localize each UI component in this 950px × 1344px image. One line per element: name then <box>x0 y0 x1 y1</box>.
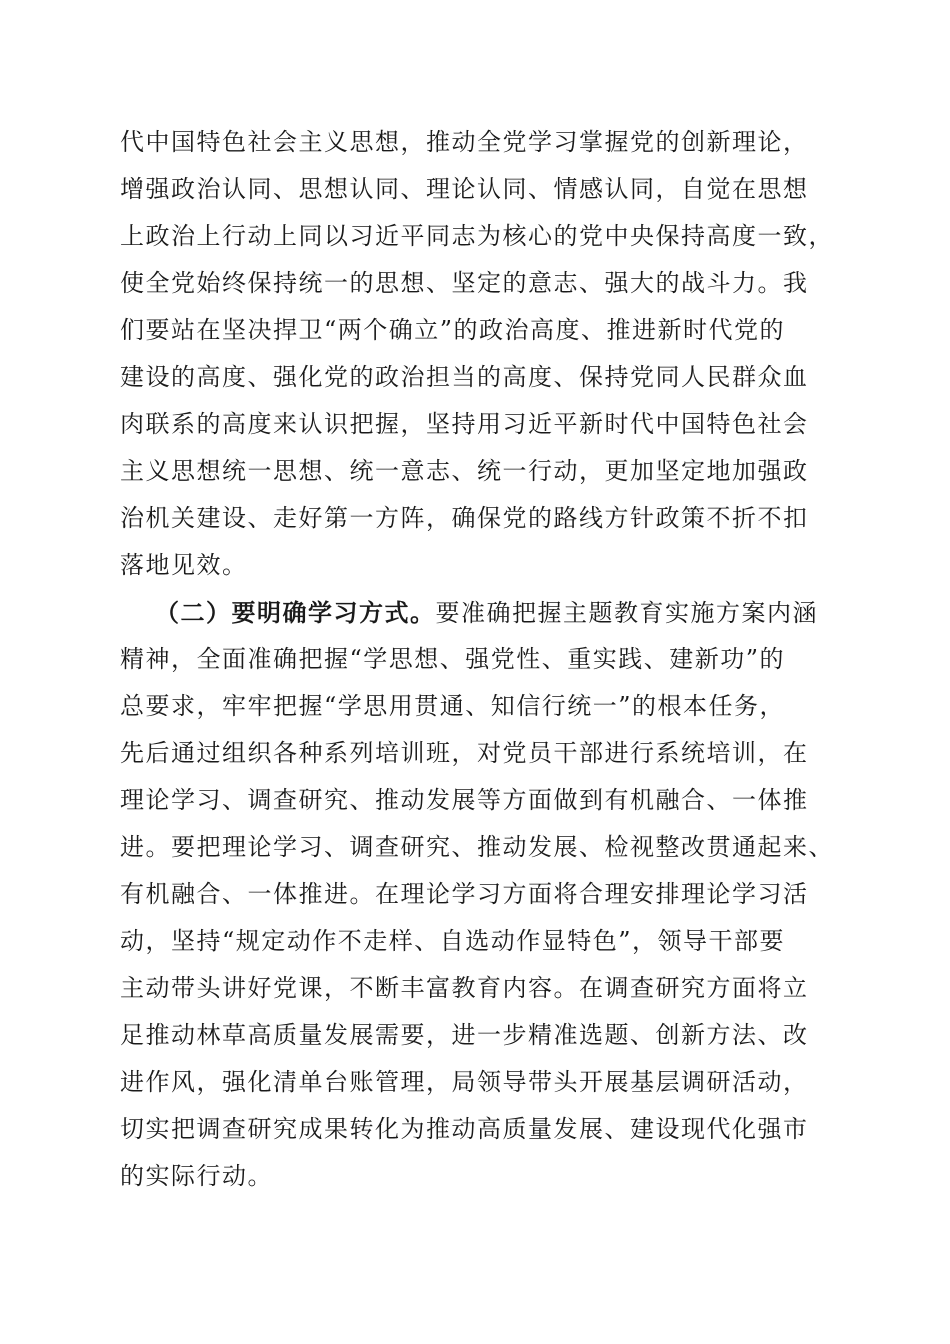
paragraph-1 <box>120 119 840 589</box>
text-line: 落地见效。 <box>120 551 248 579</box>
text-line: 的实际行动。 <box>120 1162 273 1190</box>
text-line: 肉联系的高度来认识把握，坚持用习近平新时代中国特色社会 <box>120 410 809 438</box>
text-line: 上政治上行动上同以习近平同志为核心的党中央保持高度一致， <box>120 222 834 250</box>
text-line: 足推动林草高质量发展需要，进一步精准选题、创新方法、改 <box>120 1021 809 1049</box>
text-line: 们要站在坚决捍卫“两个确立”的政治高度、推进新时代党的 <box>120 316 786 344</box>
text-line: 精神，全面准确把握“学思想、强党性、重实践、建新功”的 <box>120 645 786 673</box>
text-line: 代中国特色社会主义思想，推动全党学习掌握党的创新理论， <box>120 128 809 156</box>
text-line: 总要求，牢牢把握“学思用贯通、知信行统一”的根本任务， <box>120 692 786 720</box>
text-line: 动，坚持“规定动作不走样、自选动作显特色”，领导干部要 <box>120 927 786 955</box>
text-line-first <box>120 589 840 636</box>
text-line: 先后通过组织各种系列培训班，对党员干部进行系统培训，在 <box>120 739 809 767</box>
text-line: 增强政治认同、思想认同、理论认同、情感认同，自觉在思想 <box>120 175 809 203</box>
body-text <box>120 119 840 1200</box>
text-line: 主动带头讲好党课，不断丰富教育内容。在调查研究方面将立 <box>120 974 809 1002</box>
text-line: 进作风，强化清单台账管理，局领导带头开展基层调研活动， <box>120 1068 809 1096</box>
text-line: 切实把调查研究成果转化为推动高质量发展、建设现代化强市 <box>120 1115 809 1143</box>
text-line: 使全党始终保持统一的思想、坚定的意志、强大的战斗力。我 <box>120 269 809 297</box>
text-line: 有机融合、一体推进。在理论学习方面将合理安排理论学习活 <box>120 880 809 908</box>
text-line: 主义思想统一思想、统一意志、统一行动，更加坚定地加强政 <box>120 457 809 485</box>
heading-continuation: 要准确把握主题教育实施方案内涵 <box>435 599 818 627</box>
section-heading: （二）要明确学习方式。 <box>155 598 436 627</box>
text-line: 治机关建设、走好第一方阵，确保党的路线方针政策不折不扣 <box>120 504 809 532</box>
text-line: 理论学习、调查研究、推动发展等方面做到有机融合、一体推 <box>120 786 809 814</box>
text-line: 进。要把理论学习、调查研究、推动发展、检视整改贯通起来、 <box>120 833 834 861</box>
text-line: 建设的高度、强化党的政治担当的高度、保持党同人民群众血 <box>120 363 809 391</box>
paragraph-2 <box>120 589 840 1200</box>
